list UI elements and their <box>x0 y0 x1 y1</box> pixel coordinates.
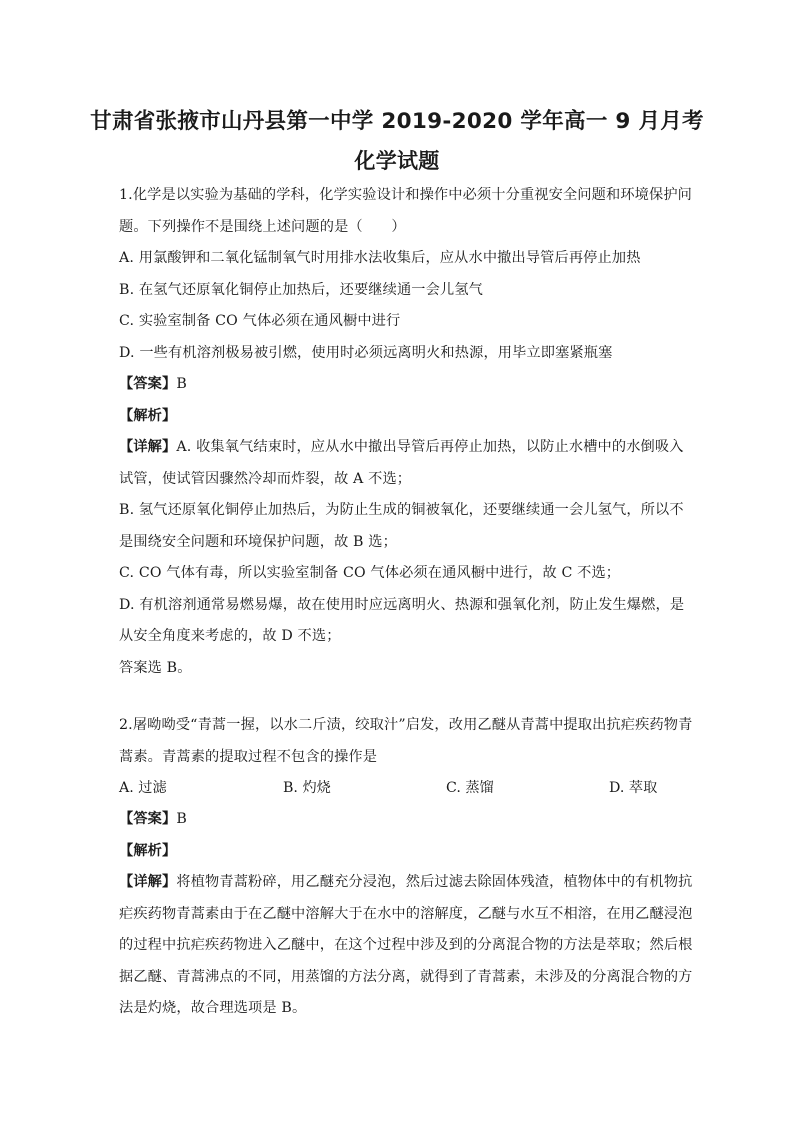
question-2-detail-line: 据乙醚、青蒿沸点的不同，用蒸馏的方法分离，就得到了青蒿素，未涉及的分离混合物的方 <box>119 968 693 985</box>
question-2-detail-line: 疟疾药物青蒿素由于在乙醚中溶解大于在水中的溶解度，乙醚与水互不相溶，在用乙醚浸泡 <box>119 905 693 922</box>
question-1-option-d: D. 一些有机溶剂极易被引燃，使用时必须远离明火和热源，用毕立即塞紧瓶塞 <box>119 344 613 361</box>
exam-subtitle: 化学试题 <box>354 149 440 173</box>
question-2-analysis <box>119 836 681 868</box>
question-2-detail-line <box>119 867 693 899</box>
analysis-label: 【解析】 <box>119 407 177 424</box>
question-1-detail-line <box>119 432 684 464</box>
question-1-detail-line: D. 有机溶剂通常易燃易爆，故在使用时应远离明火、热源和强氧化剂，防止发生爆燃，是 <box>119 596 685 613</box>
question-1-detail-line: 从安全角度来考虑的，故 D 不选； <box>119 628 341 644</box>
question-2-detail-line: 法是灼烧，故合理选项是 B。 <box>119 1000 307 1016</box>
analysis-label: 【解析】 <box>119 842 177 859</box>
question-1 <box>119 180 693 684</box>
question-1-answer <box>119 369 681 401</box>
question-2-stem-line: 2.屠呦呦受“青蒿一握，以水二斤渍，绞取汁”启发，改用乙醚从青蒿中提取出抗疟疾药物青 <box>119 717 693 733</box>
answer-value: B <box>176 811 187 827</box>
exam-title: 甘肃省张掖市山丹县第一中学 2019-2020 学年高一 9 月月考 <box>90 109 704 134</box>
question-2-option-b: B. 灼烧 <box>283 780 331 796</box>
question-2-option-c: C. 蒸馏 <box>446 780 494 796</box>
question-1-option-a: A. 用氯酸钾和二氧化锰制氧气时用排水法收集后，应从水中撤出导管后再停止加热 <box>119 250 641 266</box>
question-2-stem-line: 蒿素。青蒿素的提取过程不包含的操作是 <box>119 748 378 765</box>
question-2-solution <box>119 804 693 1025</box>
question-1-analysis <box>119 401 681 433</box>
detail-text: A. 收集氧气结束时，应从水中撤出导管后再停止加热，以防止水槽中的水倒吸入 <box>176 439 684 455</box>
question-1-stem-line: 题。下列操作不是围绕上述问题的是（ ） <box>119 218 406 235</box>
answer-value: B <box>176 376 187 392</box>
question-1-detail-line: 是围绕安全问题和环境保护问题，故 B 选； <box>119 533 397 550</box>
question-1-option-b: B. 在氢气还原氧化铜停止加热后，还要继续通一会儿氢气 <box>119 281 483 298</box>
question-2-option-a: A. 过滤 <box>119 780 167 796</box>
question-1-stem-line: 1.化学是以实验为基础的学科，化学实验设计和操作中必须十分重视安全问题和环境保护问 <box>119 187 693 203</box>
question-1-option-c: C. 实验室制备 CO 气体必须在通风橱中进行 <box>119 313 401 329</box>
answer-label: 【答案】 <box>119 811 177 827</box>
question-2-option-d: D. 萃取 <box>609 780 658 796</box>
detail-label: 【详解】 <box>119 874 177 890</box>
question-2-detail-line: 的过程中抗疟疾药物进入乙醚中，在这个过程中涉及到的分离混合物的方法是萃取；然后根 <box>119 937 693 953</box>
question-1-conclusion: 答案选 B。 <box>119 659 192 676</box>
question-1-detail-line: C. CO 气体有毒，所以实验室制备 CO 气体必须在通风橱中进行，故 C 不选； <box>119 565 621 581</box>
detail-label: 【详解】 <box>119 439 177 455</box>
question-1-detail-line: B. 氢气还原氧化铜停止加热后，为防止生成的铜被氧化，还要继续通一会儿氢气，所以不 <box>119 502 684 518</box>
question-1-detail-line: 试管，使试管因骤然冷却而炸裂，故 A 不选； <box>119 470 412 487</box>
question-2-options <box>119 773 681 805</box>
question-2-answer <box>119 804 681 836</box>
question-2-stem <box>119 710 693 773</box>
answer-label: 【答案】 <box>119 376 177 392</box>
detail-text: 将植物青蒿粉碎，用乙醚充分浸泡，然后过滤去除固体残渣，植物体中的有机物抗 <box>176 874 693 890</box>
